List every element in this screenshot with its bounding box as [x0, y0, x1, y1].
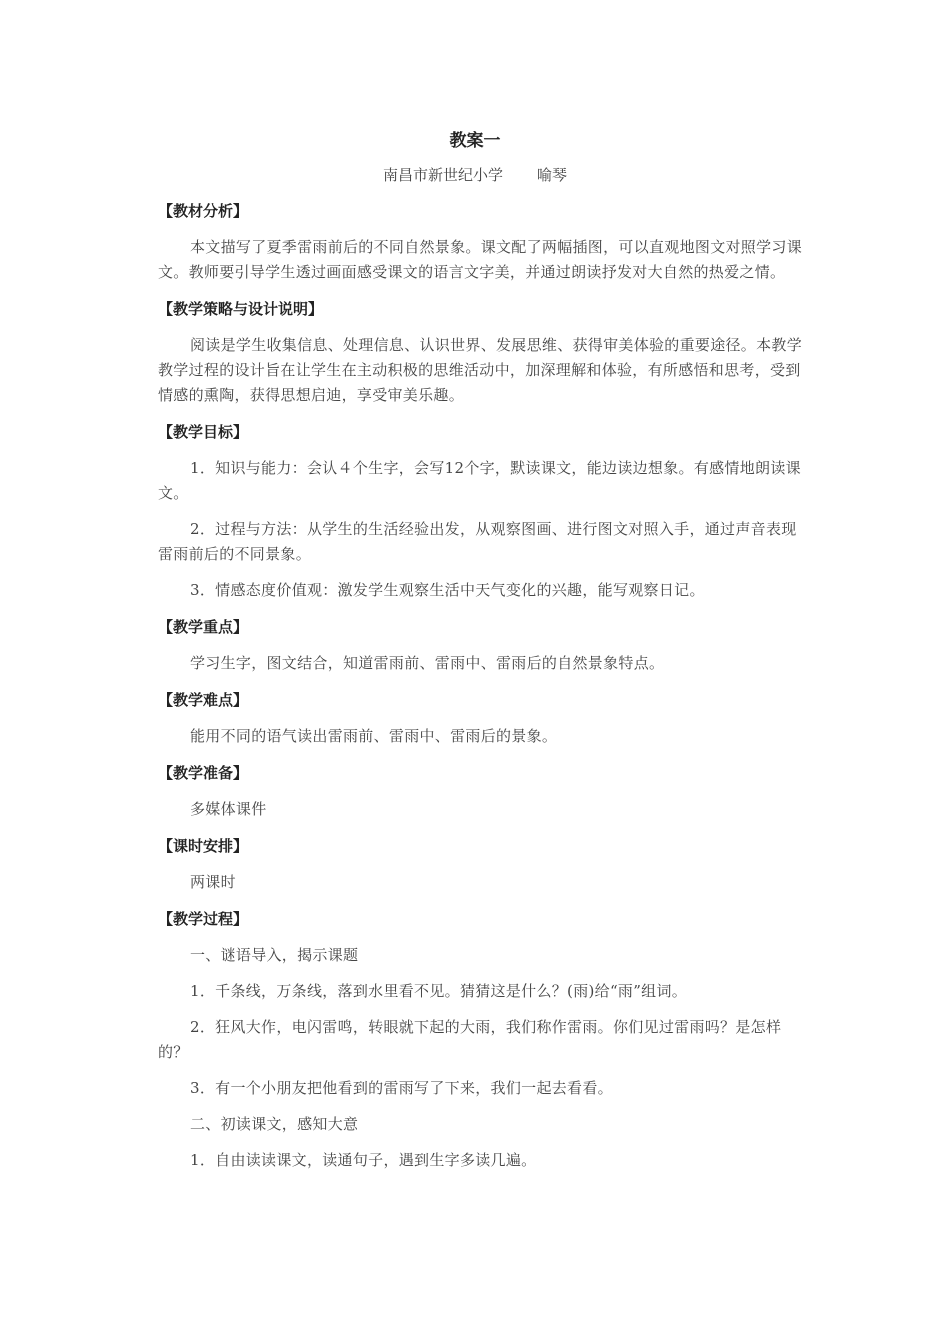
- section-heading-preparation: 【教学准备】: [158, 764, 249, 782]
- paragraph: 本文描写了夏季雷雨前后的不同自然景象。课文配了两幅插图，可以直观地图文对照学习课文。教师要引导学生透过画面感受课文的语言文字美，并通过朗读抒发对大自然的热爱之情。: [158, 238, 803, 281]
- section-heading-objectives: 【教学目标】: [158, 423, 249, 441]
- paragraph: 1．千条线，万条线，落到水里看不见。猜猜这是什么？(雨)给“雨”组词。: [190, 982, 688, 1000]
- paragraph: 二、初读课文，感知大意: [190, 1115, 359, 1133]
- paragraph: 3．情感态度价值观：激发学生观察生活中天气变化的兴趣，能写观察日记。: [190, 581, 705, 599]
- paragraph: 1．自由读读课文，读通句子，遇到生字多读几遍。: [190, 1151, 537, 1169]
- section-heading-process: 【教学过程】: [158, 910, 249, 928]
- section-heading-difficulties: 【教学难点】: [158, 691, 249, 709]
- paragraph: 多媒体课件: [190, 800, 267, 818]
- paragraph: 1．知识与能力：会认４个生字，会写12个字，默读课文，能边读边想象。有感情地朗读课文。: [158, 459, 801, 502]
- paragraph: 两课时: [190, 873, 236, 891]
- paragraph: 一、谜语导入，揭示课题: [190, 946, 359, 964]
- document-title: 教案一: [449, 131, 501, 151]
- paragraph: 能用不同的语气读出雷雨前、雷雨中、雷雨后的景象。: [190, 727, 558, 745]
- paragraph: 阅读是学生收集信息、处理信息、认识世界、发展思维、获得审美体验的重要途径。本教学教学过程的设计旨在让学生在主动积极的思维活动中，加深理解和体验，有所感悟和思考，受到情感的熏陶，获得思想启迪，享受审美乐趣。: [158, 336, 803, 404]
- section-heading-key-points: 【教学重点】: [158, 618, 249, 636]
- author-school: 南昌市新世纪小学: [382, 166, 503, 184]
- paragraph: 学习生字，图文结合，知道雷雨前、雷雨中、雷雨后的自然景象特点。: [190, 654, 665, 672]
- paragraph: 2．狂风大作，电闪雷鸣，转眼就下起的大雨，我们称作雷雨。你们见过雷雨吗？是怎样的？: [158, 1018, 782, 1061]
- document-author: [0, 164, 950, 185]
- document-body: [158, 198, 808, 1184]
- section-heading-strategy: 【教学策略与设计说明】: [158, 300, 324, 318]
- paragraph: 2．过程与方法：从学生的生活经验出发，从观察图画、进行图文对照入手，通过声音表现雷雨前后的不同景象。: [158, 520, 797, 563]
- author-name: 喻琴: [537, 166, 568, 184]
- paragraph: 3．有一个小朋友把他看到的雷雨写了下来，我们一起去看看。: [190, 1079, 613, 1097]
- section-heading-teaching-material: 【教材分析】: [158, 202, 249, 220]
- section-heading-schedule: 【课时安排】: [158, 837, 249, 855]
